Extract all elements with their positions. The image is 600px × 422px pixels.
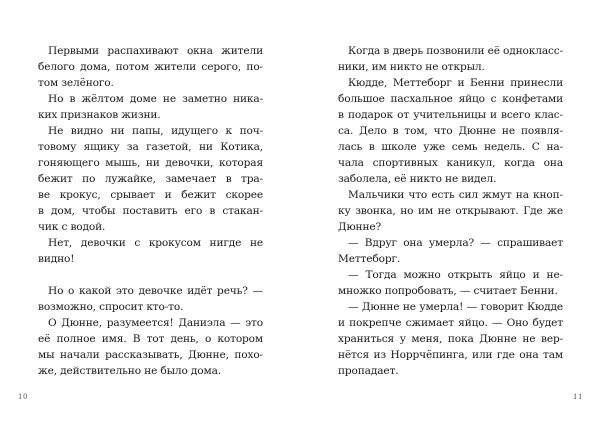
text-line: Но о какой это девочке идёт речь? —	[48, 285, 263, 297]
right-page-number: 11	[573, 393, 583, 401]
text-line: заболела, её никто не видел.	[338, 173, 497, 185]
text-line: ку звонка, но им не открывают. Где же	[338, 205, 563, 217]
text-line: — Вдруг она умерла? — спрашивает	[348, 237, 563, 249]
text-line: мы начали рассказывать, Дюнне, похо-	[38, 349, 263, 361]
paragraph	[38, 43, 263, 91]
text-line: — Дюнне не умерла! — говорит Кюдде	[348, 301, 563, 313]
text-line: в подарок от учительницы и всего клас-	[338, 109, 563, 121]
paragraph	[38, 283, 263, 315]
text-line: том зелёного.	[38, 77, 114, 89]
text-line: ких признаков жизни.	[38, 109, 161, 121]
text-line: Первыми распахивают окна жители	[48, 45, 263, 57]
text-line: в дом, чтобы поставить его в стакан-	[38, 205, 263, 217]
text-line: товому ящику за газетой, ни Котика,	[38, 141, 263, 153]
paragraph	[38, 235, 263, 267]
text-line: её полное имя. В тот день, о котором	[38, 333, 263, 345]
paragraph	[338, 299, 563, 379]
text-line: чик с водой.	[38, 221, 106, 233]
text-line: возможно, спросит кто-то.	[38, 301, 184, 313]
text-line: видно!	[38, 253, 75, 265]
paragraph-gap	[38, 267, 263, 283]
text-line: Меттеборг.	[338, 253, 401, 265]
text-line: белого дома, потом жители серого, по-	[38, 61, 263, 73]
text-line: ве крокус, срывает и бежит скорее	[38, 189, 263, 201]
paragraph	[338, 187, 563, 235]
paragraph	[38, 123, 263, 235]
text-line: множко попробовать, — считает Бенни.	[338, 285, 558, 297]
text-line: чала спортивных каникул, когда она	[338, 157, 563, 169]
text-line: гоняющего мышь, ни девочки, которая	[38, 157, 263, 169]
text-line: же, действительно не было дома.	[38, 365, 222, 377]
paragraph	[338, 43, 563, 75]
text-line: — Тогда можно открыть яйцо и не-	[348, 269, 563, 281]
text-line: Кюдде, Меттеборг и Бенни принесли	[348, 77, 563, 89]
paragraph	[338, 267, 563, 299]
text-line: лась в школе уже семь недель. С на-	[338, 141, 563, 153]
right-page	[300, 0, 600, 422]
text-line: храниться у меня, пока Дюнне не вер-	[338, 333, 563, 345]
text-line: Мальчики что есть сил жмут на кноп-	[348, 189, 563, 201]
text-line: бежит по лужайке, замечает в тра-	[38, 173, 263, 185]
text-line: Нет, девочки с крокусом нигде не	[48, 237, 263, 249]
right-page-text	[338, 43, 563, 379]
text-line: Но в жёлтом доме не заметно ника-	[48, 93, 263, 105]
text-line: Дюнне?	[338, 221, 382, 233]
paragraph	[338, 235, 563, 267]
text-line: О Дюнне, разумеется! Даниэла — это	[48, 317, 263, 329]
paragraph	[38, 315, 263, 379]
text-line: Когда в дверь позвонили её однокласс-	[348, 45, 563, 57]
text-line: са. Дело в том, что Дюнне не появля-	[338, 125, 563, 137]
paragraph	[38, 91, 263, 123]
text-line: Не видно ни папы, идущего к поч-	[48, 125, 263, 137]
text-line: и покрепче сжимает яйцо. — Оно будет	[338, 317, 563, 329]
text-line: нётся из Норрчёпинга, или где она там	[338, 349, 563, 361]
text-line: ники, им никто не открыл.	[338, 61, 485, 73]
left-page-number: 10	[18, 393, 28, 401]
left-page-text	[38, 43, 263, 379]
text-line: пропадает.	[338, 365, 399, 377]
paragraph	[338, 75, 563, 187]
text-line: большое пасхальное яйцо с конфетами	[338, 93, 563, 105]
